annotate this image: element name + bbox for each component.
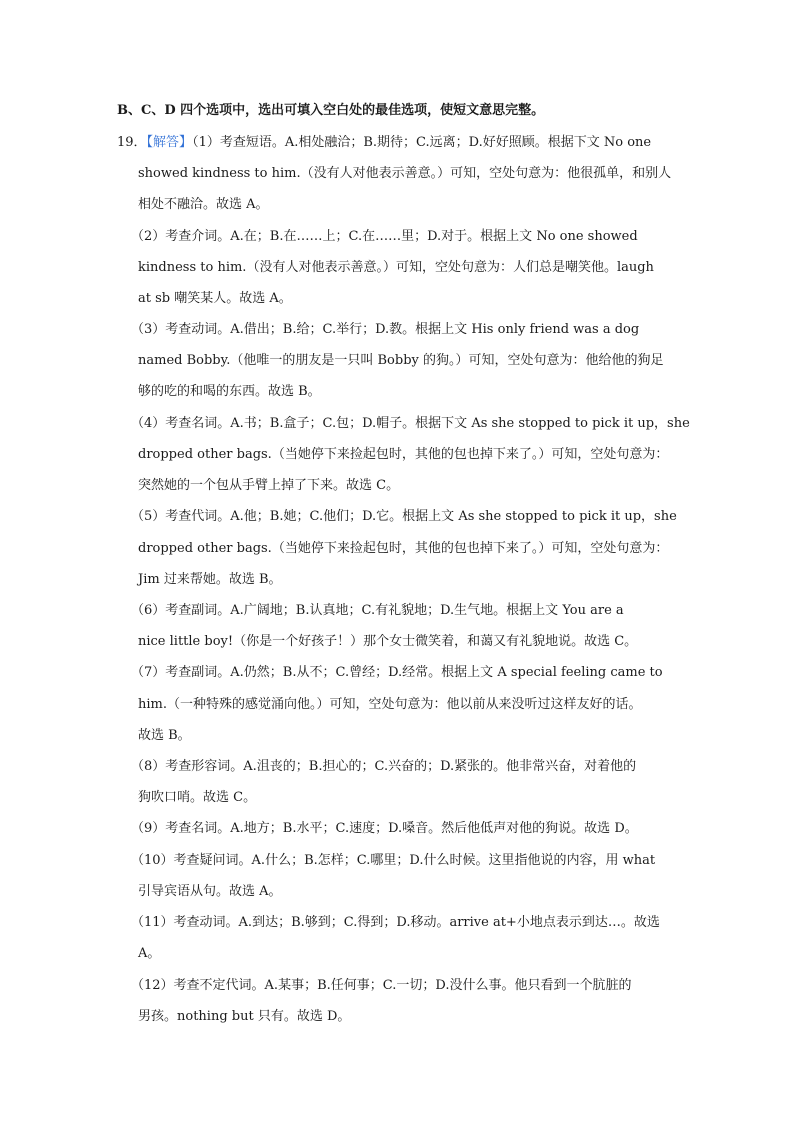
explanation-line: showed kindness to him.（没有人对他表示善意。）可知，空处句意为：他很孤单，和别人 bbox=[138, 166, 672, 181]
explanation-line: named Bobby.（他唯一的朋友是一只叫 Bobby 的狗。）可知，空处句意为：他给他的狗足 bbox=[138, 353, 664, 368]
question-number: 19． bbox=[117, 135, 147, 150]
explanation-line: （11）考查动词。A.到达；B.够到；C.得到；D.移动。arrive at+小地点表示到达…。故选 bbox=[131, 915, 660, 930]
explanation-line: kindness to him.（没有人对他表示善意。）可知，空处句意为：人们总是嘲笑他。laugh bbox=[138, 260, 654, 275]
explanation-line: nice little boy!（你是一个好孩子！）那个女士微笑着，和蔼又有礼貌地说。故选 C。 bbox=[138, 634, 638, 649]
explanation-line: （9）考查名词。A.地方；B.水平；C.速度；D.嗓音。然后他低声对他的狗说。故选 D。 bbox=[131, 821, 638, 836]
explanation-line: （1）考查短语。A.相处融洽；B.期待；C.远离；D.好好照顾。根据下文 No one bbox=[192, 135, 652, 150]
explanation-line: 突然她的一个包从手臂上掉了下来。故选 C。 bbox=[138, 478, 400, 493]
explanation-line: him.（一种特殊的感觉涌向他。）可知，空处句意为：他以前从来没听过这样友好的话。 bbox=[138, 697, 642, 712]
explanation-line: （6）考查副词。A.广阔地；B.认真地；C.有礼貌地；D.生气地。根据上文 You are a bbox=[131, 603, 624, 618]
explanation-line: 够的吃的和喝的东西。故选 B。 bbox=[138, 384, 321, 399]
explanation-line: （5）考查代词。A.他；B.她；C.他们；D.它。根据上文 As she stopped to pick it up，she bbox=[131, 509, 677, 524]
explanation-line: dropped other bags.（当她停下来捡起包时，其他的包也掉下来了。）可知，空处句意为： bbox=[138, 447, 669, 462]
explanation-line: Jim 过来帮她。故选 B。 bbox=[138, 572, 282, 587]
explanation-line: 男孩。nothing but 只有。故选 D。 bbox=[138, 1009, 351, 1024]
explanation-line: dropped other bags.（当她停下来捡起包时，其他的包也掉下来了。）可知，空处句意为： bbox=[138, 541, 669, 556]
explanation-line: 引导宾语从句。故选 A。 bbox=[138, 884, 282, 899]
explanation-line: （8）考查形容词。A.沮丧的；B.担心的；C.兴奋的；D.紧张的。他非常兴奋，对着他的 bbox=[131, 759, 637, 774]
explanation-line: 故选 B。 bbox=[138, 728, 191, 743]
instruction-text: B、C、D 四个选项中，选出可填入空白处的最佳选项，使短文意思完整。 bbox=[117, 103, 545, 118]
explanation-line: （7）考查副词。A.仍然；B.从不；C.曾经；D.经常。根据上文 A special feeling came to bbox=[131, 665, 663, 680]
explanation-line: 狗吹口哨。故选 C。 bbox=[138, 790, 257, 805]
explanation-line: （10）考查疑问词。A.什么；B.怎样；C.哪里；D.什么时候。这里指他说的内容，用 what bbox=[131, 853, 656, 868]
explanation-line: （3）考查动词。A.借出；B.给；C.举行；D.教。根据上文 His only friend was a dog bbox=[131, 322, 640, 337]
answer-first-line bbox=[117, 133, 651, 153]
explanation-line: （2）考查介词。A.在；B.在……上；C.在……里；D.对于。根据上文 No one showed bbox=[131, 229, 638, 244]
explanation-line: （4）考查名词。A.书；B.盒子；C.包；D.帽子。根据下文 As she stopped to pick it up，she bbox=[131, 416, 690, 431]
explanation-line: A。 bbox=[138, 946, 161, 961]
answer-tag: 【解答】 bbox=[146, 135, 193, 150]
explanation-line: at sb 嘲笑某人。故选 A。 bbox=[138, 291, 292, 306]
explanation-line: 相处不融洽。故选 A。 bbox=[138, 197, 269, 212]
explanation-line: （12）考查不定代词。A.某事；B.任何事；C.一切；D.没什么事。他只看到一个肮脏的 bbox=[131, 978, 632, 993]
